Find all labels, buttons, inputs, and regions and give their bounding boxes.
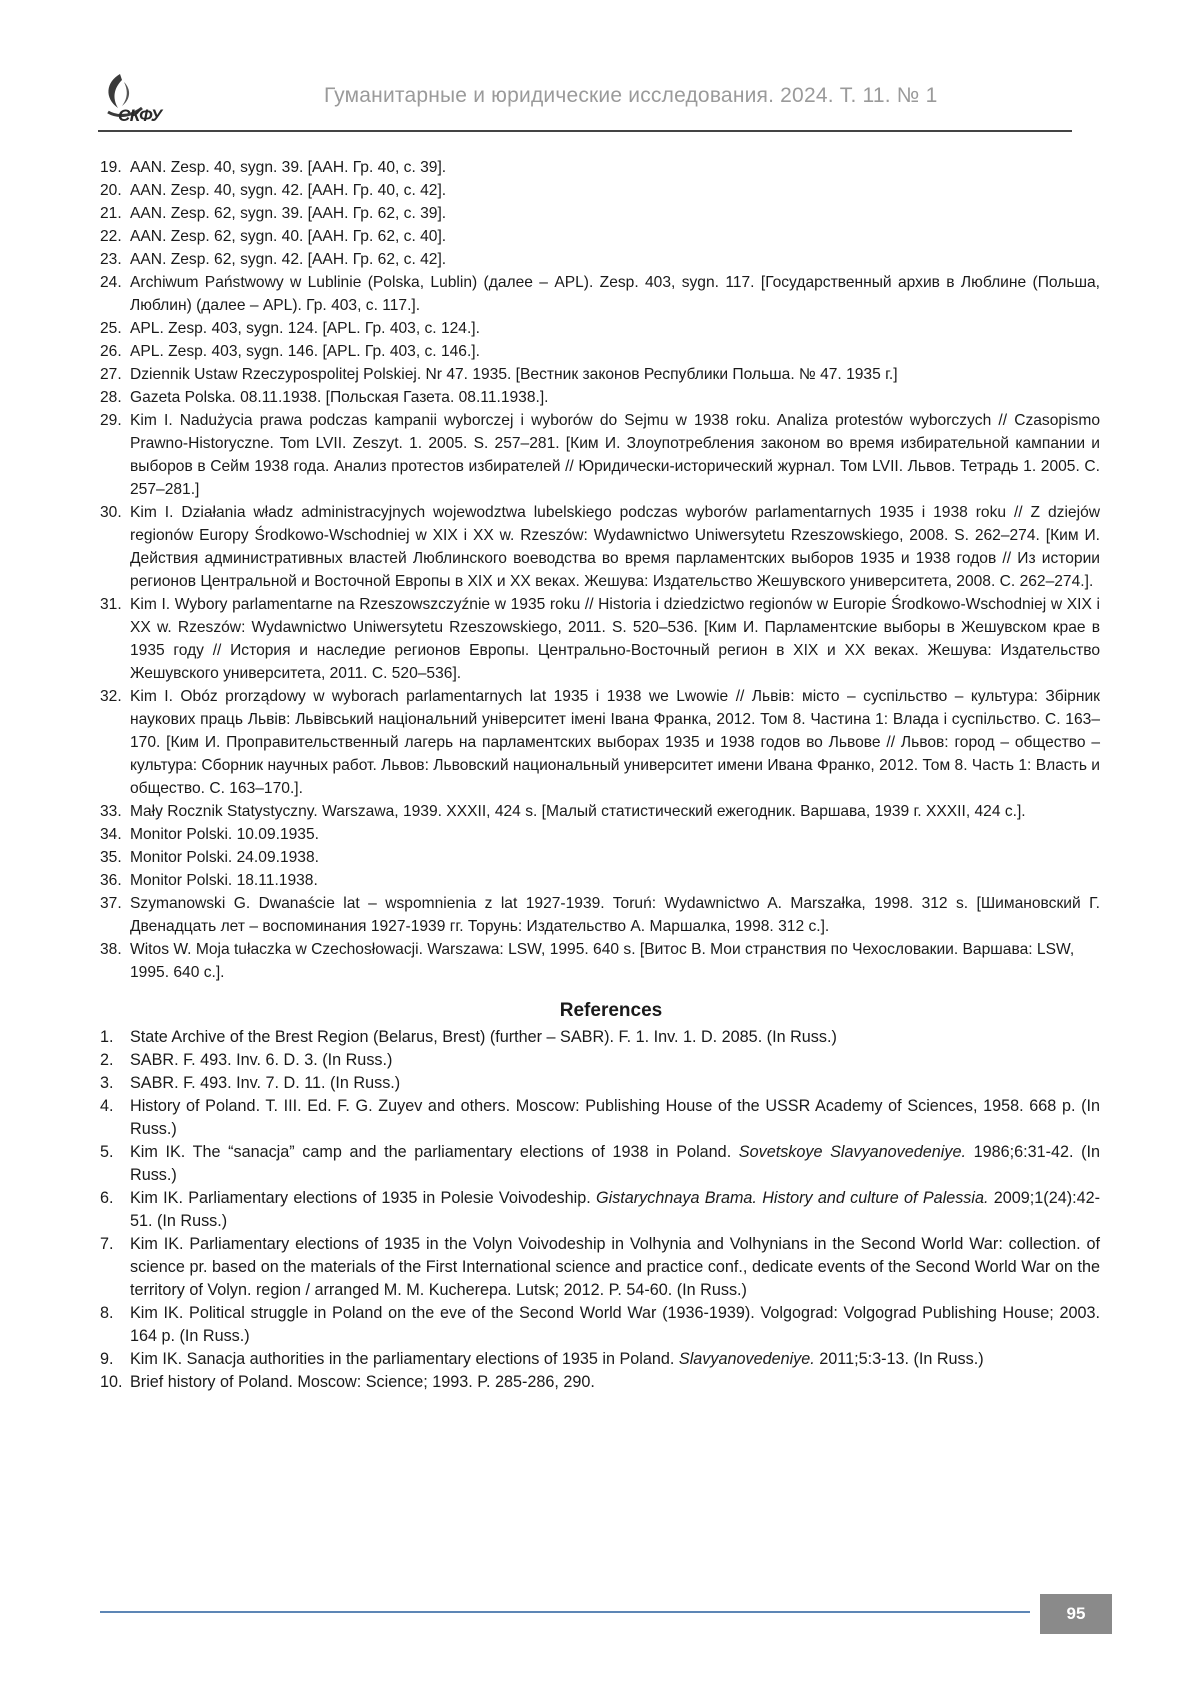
reference-text bbox=[130, 1233, 1100, 1302]
footer-rule bbox=[100, 1611, 1030, 1613]
journal-title: Гуманитарные и юридические исследования. 2024. Т. 11. № 1 bbox=[324, 84, 938, 107]
logo-text: СКФУ bbox=[118, 106, 162, 125]
reference-item bbox=[100, 1049, 1100, 1072]
source-number: 24. bbox=[100, 274, 122, 291]
source-number: 32. bbox=[100, 688, 122, 705]
reference-text bbox=[130, 1141, 1100, 1187]
source-number: 28. bbox=[100, 389, 122, 406]
source-text: APL. Zesp. 403, sygn. 124. [APL. Гр. 403, с. 124.]. bbox=[130, 320, 480, 337]
page-content bbox=[100, 156, 1100, 1394]
reference-journal: Slavyanovedeniye. bbox=[678, 1350, 815, 1368]
source-item bbox=[100, 892, 1100, 938]
reference-text bbox=[130, 1187, 1100, 1233]
source-number: 30. bbox=[100, 504, 122, 521]
source-text: Gazeta Polska. 08.11.1938. [Польская Газета. 08.11.1938.]. bbox=[130, 389, 549, 406]
source-number: 20. bbox=[100, 182, 122, 199]
source-item bbox=[100, 823, 1100, 846]
reference-text-main: Kim IK. Political struggle in Poland on the eve of the Second World War (1936-1939). Volgograd: Volgograd Publishing House; 2003. 164 p. (In Russ.) bbox=[130, 1304, 1100, 1345]
source-number: 35. bbox=[100, 849, 122, 866]
reference-text-main: Kim IK. Sanacja authorities in the parliamentary elections of 1935 in Poland. bbox=[130, 1350, 679, 1368]
source-text: Dziennik Ustaw Rzeczypospolitej Polskiej. Nr 47. 1935. [Вестник законов Республики Польша. № 47. 1935 г.] bbox=[130, 366, 898, 383]
source-item bbox=[100, 363, 1100, 386]
references-heading: References bbox=[559, 1000, 663, 1021]
source-number: 29. bbox=[100, 412, 122, 429]
reference-text-main: Kim IK. Parliamentary elections of 1935 in the Volyn Voivodeship in Volhynia and Volhynians in the Second World War: collection. of science pr. based on the materials of the First International science and practice conf., dedicate events of the Second World War on the territory of Volyn. region / arranged M. M. Kucherepa. Lutsk; 2012. P. 54-60. (In Russ.) bbox=[130, 1235, 1100, 1299]
source-item bbox=[100, 271, 1100, 317]
source-number: 21. bbox=[100, 205, 122, 222]
reference-item bbox=[100, 1348, 1100, 1371]
reference-number: 10. bbox=[100, 1373, 123, 1391]
reference-text-main: Brief history of Poland. Moscow: Science; 1993. P. 285-286, 290. bbox=[130, 1373, 595, 1391]
source-text: Szymanowski G. Dwanaście lat – wspomnienia z lat 1927-1939. Toruń: Wydawnictwo A. Marszałka, 1998. 312 s. [Шимановский Г. Двенадцать лет – воспоминания 1927-1939 гг. Торунь: Издательство А. Маршалка, 1998. 312 с.]. bbox=[130, 895, 1100, 935]
reference-text-main: SABR. F. 493. Inv. 6. D. 3. (In Russ.) bbox=[130, 1051, 393, 1069]
source-number: 19. bbox=[100, 159, 122, 176]
reference-text bbox=[130, 1095, 1100, 1141]
reference-item bbox=[100, 1141, 1100, 1187]
reference-item bbox=[100, 1187, 1100, 1233]
source-item bbox=[100, 593, 1100, 685]
source-item bbox=[100, 501, 1100, 593]
reference-number: 8. bbox=[100, 1304, 114, 1322]
reference-text bbox=[130, 1348, 1100, 1371]
page-number: 95 bbox=[1040, 1594, 1112, 1634]
reference-text-main: Kim IK. Parliamentary elections of 1935 in Polesie Voivodeship. bbox=[130, 1189, 596, 1207]
source-text: Kim I. Obóz prorządowy w wyborach parlamentarnych lat 1935 i 1938 we Lwowie // Львів: місто – суспільство – культура: Збірник наукових праць Львів: Львівський національний університет імені Івана Франка, 2012. Том 8. Частина 1: Влада і суспільство. С. 163–170. [Ким И. Проправительственный лагерь на парламентских выборах 1935 и 1938 годов во Львове // Львов: город – общество – культура: Сборник научных работ. Львов: Львовский национальный университет имени Ивана Франко, 2012. Том 8. Часть 1: Власть и общество. С. 163–170.]. bbox=[130, 688, 1100, 797]
source-text: Monitor Polski. 10.09.1935. bbox=[130, 826, 319, 843]
references-list bbox=[100, 1026, 1100, 1394]
reference-text bbox=[130, 1026, 1100, 1049]
source-text: Archiwum Państwowy w Lublinie (Polska, Lublin) (далее – APL). Zesp. 403, sygn. 117. [Государственный архив в Люблине (Польша, Люблин) (далее – APL). Гр. 403, с. 117.]. bbox=[130, 274, 1100, 314]
reference-text bbox=[130, 1371, 1100, 1394]
reference-number: 5. bbox=[100, 1143, 114, 1161]
reference-item bbox=[100, 1233, 1100, 1302]
reference-number: 3. bbox=[100, 1074, 114, 1092]
source-item bbox=[100, 248, 1100, 271]
reference-number: 9. bbox=[100, 1350, 114, 1368]
source-number: 37. bbox=[100, 895, 122, 912]
reference-number: 1. bbox=[100, 1028, 114, 1046]
source-number: 34. bbox=[100, 826, 122, 843]
source-text: Kim I. Wybory parlamentarne na Rzeszowszczyźnie w 1935 roku // Historia i dziedzictwo regionów w Europie Środkowo-Wschodniej w XIX i XX w. Rzeszów: Wydawnictwo Uniwersytetu Rzeszowskiego, 2011. S. 520–536. [Ким И. Парламентские выборы в Жешувском крае в 1935 году // История и наследие регионов Европы. Центрально-Восточный регион в XIX и XX веках. Жешува: Издательство Жешувского университета, 2011. С. 520–536]. bbox=[130, 596, 1100, 682]
reference-item bbox=[100, 1026, 1100, 1049]
source-number: 26. bbox=[100, 343, 122, 360]
source-list bbox=[100, 156, 1100, 984]
reference-text bbox=[130, 1049, 1100, 1072]
source-number: 22. bbox=[100, 228, 122, 245]
journal-logo bbox=[98, 72, 180, 128]
source-item bbox=[100, 317, 1100, 340]
reference-text-tail: 2009;1(24):42-51. (In Russ.) bbox=[130, 1189, 1100, 1230]
source-text: APL. Zesp. 403, sygn. 146. [APL. Гр. 403, с. 146.]. bbox=[130, 343, 480, 360]
reference-number: 6. bbox=[100, 1189, 114, 1207]
reference-number: 2. bbox=[100, 1051, 114, 1069]
source-number: 27. bbox=[100, 366, 122, 383]
reference-text-main: History of Poland. T. III. Ed. F. G. Zuyev and others. Moscow: Publishing House of the USSR Academy of Sciences, 1958. 668 p. (In Russ.) bbox=[130, 1097, 1100, 1138]
source-item bbox=[100, 846, 1100, 869]
source-number: 23. bbox=[100, 251, 122, 268]
source-text: AAN. Zesp. 62, sygn. 39. [ААН. Гр. 62, с. 39]. bbox=[130, 205, 447, 222]
reference-item bbox=[100, 1302, 1100, 1348]
reference-item bbox=[100, 1371, 1100, 1394]
reference-text-tail: 1986;6:31-42. (In Russ.) bbox=[130, 1143, 1100, 1184]
source-item bbox=[100, 938, 1100, 984]
source-number: 25. bbox=[100, 320, 122, 337]
reference-journal: Gistarychnaya Brama. History and culture of Palessia. bbox=[596, 1189, 989, 1207]
reference-text-main: SABR. F. 493. Inv. 7. D. 11. (In Russ.) bbox=[130, 1074, 401, 1092]
source-text: Kim I. Nadużycia prawa podczas kampanii wyborczej i wyborów do Sejmu w 1938 roku. Analiza protestów wyborczych // Czasopismo Prawno-Historyczne. Tom LVII. Zeszyt. 1. 2005. S. 257–281. [Ким И. Злоупотребления законом во время избирательной кампании и выборов в Сейм 1938 года. Анализ протестов избирателей // Юридически-исторический журнал. Том LVII. Львов. Тетрадь 1. 2005. С. 257–281.] bbox=[130, 412, 1100, 498]
reference-text bbox=[130, 1302, 1100, 1348]
source-text: AAN. Zesp. 62, sygn. 40. [ААН. Гр. 62, с. 40]. bbox=[130, 228, 447, 245]
source-item bbox=[100, 869, 1100, 892]
source-number: 38. bbox=[100, 941, 122, 958]
source-item bbox=[100, 179, 1100, 202]
reference-journal: Sovetskoye Slavyanovedeniye. bbox=[738, 1143, 966, 1161]
source-text: Witos W. Moja tułaczka w Czechosłowacji. Warszawa: LSW, 1995. 640 s. [Витос В. Мои странствия по Чехословакии. Варшава: LSW, 1995. 640 с.]. bbox=[130, 941, 1075, 981]
source-item bbox=[100, 386, 1100, 409]
reference-text-main: Kim IK. The “sanacja” camp and the parliamentary elections of 1938 in Poland. bbox=[130, 1143, 739, 1161]
reference-text bbox=[130, 1072, 1100, 1095]
source-number: 31. bbox=[100, 596, 122, 613]
source-number: 33. bbox=[100, 803, 122, 820]
header-rule bbox=[98, 130, 1072, 132]
source-text: AAN. Zesp. 40, sygn. 39. [ААН. Гр. 40, с. 39]. bbox=[130, 159, 447, 176]
source-item bbox=[100, 156, 1100, 179]
source-text: Monitor Polski. 18.11.1938. bbox=[130, 872, 318, 889]
reference-item bbox=[100, 1072, 1100, 1095]
source-item bbox=[100, 225, 1100, 248]
source-text: Kim I. Działania władz administracyjnych wojewodztwa lubelskiego podczas wyborów parlamentarnych 1935 i 1938 roku // Z dziejów regionów Europy Środkowo-Wschodniej w XIX i XX w. Rzeszów: Wydawnictwo Uniwersytetu Rzeszowskiego, 2008. S. 262–274. [Ким И. Действия административных властей Люблинского воеводства во время парламентских выборов 1935 и 1938 годов // Из истории регионов Центральной и Восточной Европы в XIX и XX веках. Жешува: Издательство Жешувского университета, 2008. С. 262–274.]. bbox=[130, 504, 1100, 590]
source-item bbox=[100, 800, 1100, 823]
source-item bbox=[100, 202, 1100, 225]
reference-item bbox=[100, 1095, 1100, 1141]
reference-number: 7. bbox=[100, 1235, 114, 1253]
source-text: Mały Rocznik Statystyczny. Warszawa, 1939. XXXII, 424 s. [Малый статистический ежегодник. Варшава, 1939 г. XXXII, 424 с.]. bbox=[130, 803, 1026, 820]
source-text: AAN. Zesp. 40, sygn. 42. [ААН. Гр. 40, с. 42]. bbox=[130, 182, 447, 199]
source-item bbox=[100, 685, 1100, 800]
source-item bbox=[100, 340, 1100, 363]
reference-text-tail: 2011;5:3-13. (In Russ.) bbox=[814, 1350, 984, 1368]
reference-number: 4. bbox=[100, 1097, 114, 1115]
source-number: 36. bbox=[100, 872, 122, 889]
source-text: AAN. Zesp. 62, sygn. 42. [ААН. Гр. 62, с. 42]. bbox=[130, 251, 447, 268]
source-item bbox=[100, 409, 1100, 501]
source-text: Monitor Polski. 24.09.1938. bbox=[130, 849, 319, 866]
reference-text-main: State Archive of the Brest Region (Belarus, Brest) (further – SABR). F. 1. Inv. 1. D. 2085. (In Russ.) bbox=[130, 1028, 837, 1046]
